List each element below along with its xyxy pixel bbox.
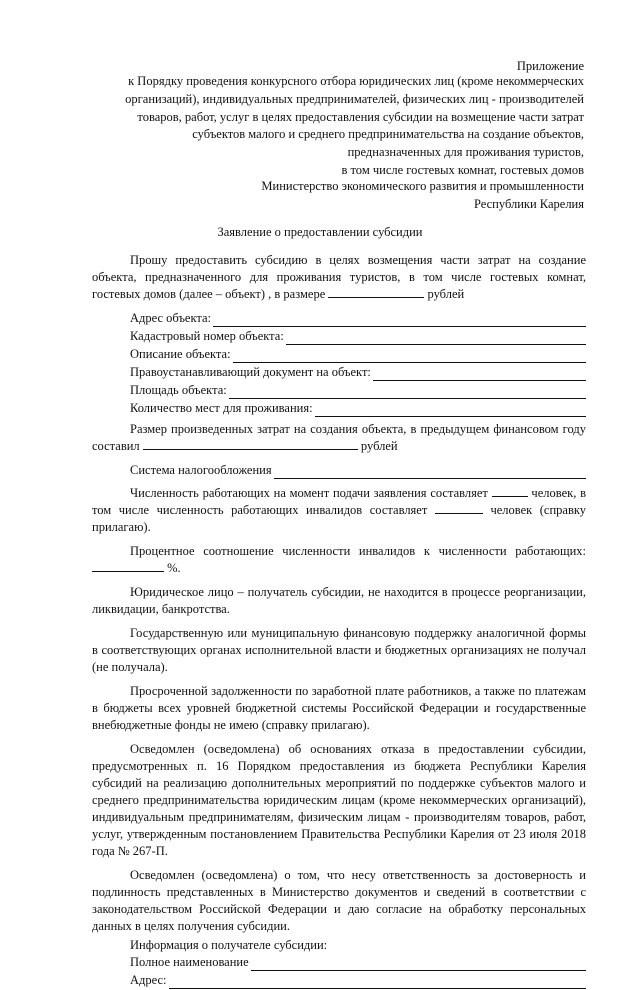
cadastral-number-blank[interactable] (286, 332, 586, 345)
field-object-area: Площадь объекта: (130, 382, 586, 399)
title-document-blank[interactable] (373, 368, 586, 381)
ratio-blank[interactable] (92, 560, 164, 572)
appendix-line: субъектов малого и среднего предпринимательства на создание объектов, (192, 127, 584, 142)
field-object-address: Адрес объекта: (130, 310, 586, 327)
appendix-label: Приложение (516, 59, 584, 73)
object-address-blank[interactable] (213, 314, 586, 327)
object-area-blank[interactable] (229, 386, 586, 399)
ratio-paragraph: Процентное соотношение численности инвалидов к численности работающих: %. (92, 543, 586, 577)
statement-paragraph: Просроченной задолженности по заработной плате работников, а также по платежам в бюджеты всех уровней бюджетной системы Российской Федерации и государственные внебюджетные фонды не имею (справку прилагаю). (92, 684, 586, 732)
addressee-line: Республики Карелия (473, 196, 584, 211)
tax-system-blank[interactable] (274, 466, 586, 479)
staff-count-blank[interactable] (492, 485, 528, 497)
appendix-line: товаров, работ, услуг в целях предоставления субсидии на возмещение части затрат (137, 109, 584, 124)
statement-paragraph: Осведомлен (осведомлена) об основаниях отказа в предоставлении субсидии, предусмотренных п. 16 Порядком предоставления из бюджета Республики Карелия субсидий на реализацию дополнительных мероприятий по поддержке субъектов малого и среднего предпринимательства юридическим лицам (кроме некоммерческих организаций), индивидуальным предпринимателям, физическим лицам - производителям товаров, работ, услуг, утвержденным постановлением Правительства Республики Карелия от 23 июля 2018 года № 267-П. (92, 742, 586, 858)
field-title-document: Правоустанавливающий документ на объект: (130, 364, 586, 381)
appendix-line: организаций), индивидуальных предпринимателей, физических лиц - производителей (125, 91, 584, 106)
addressee (80, 178, 584, 214)
field-recipient-address: Адрес: (130, 972, 586, 989)
costs-blank[interactable] (143, 438, 358, 450)
field-places-count: Количество мест для проживания: (130, 400, 586, 417)
full-name-blank[interactable] (251, 958, 586, 971)
appendix-line: в том числе гостевых комнат, гостевых домов (341, 162, 584, 177)
statement-paragraph: Осведомлен (осведомлена) о том, что несу ответственность за достоверность и подлинность представленных в Министерство документов и сведений в соответствии с законодательством Российской Федерации и даю согласие на обработку персональных данных в целях получения субсидии. (92, 868, 586, 933)
field-tax-system: Система налогообложения (130, 462, 586, 479)
statement-paragraph: Государственную или муниципальную финансовую поддержку аналогичной формы в соответствующих органах исполнительной власти и бюджетных организациях не получал (не получала). (92, 626, 586, 674)
addressee-line: Министерство экономического развития и промышленности (261, 179, 584, 193)
field-object-description: Описание объекта: (130, 346, 586, 363)
appendix-line: предназначенных для проживания туристов, (347, 145, 584, 159)
amount-blank[interactable] (328, 286, 424, 298)
request-paragraph: Прошу предоставить субсидию в целях возмещения части затрат на создание объекта, предназначенного для проживания туристов, в том числе гостевых комнат, гостевых домов (далее – объект) , в размере рублей (92, 253, 586, 301)
statement-paragraph: Юридическое лицо – получатель субсидии, не находится в процессе реорганизации, ликвидации, банкротства. (92, 585, 586, 616)
appendix-line: к Порядку проведения конкурсного отбора юридических лиц (кроме некоммерческих (128, 74, 584, 88)
appendix-reference (80, 73, 584, 180)
disabled-count-blank[interactable] (435, 502, 483, 514)
places-count-blank[interactable] (315, 404, 586, 417)
staff-paragraph: Численность работающих на момент подачи заявления составляет человек, в том числе численность работающих инвалидов составляет человек (справку прилагаю). (92, 486, 587, 534)
document-body (92, 252, 586, 990)
costs-paragraph: Размер произведенных затрат на создания объекта, в предыдущем финансовом году составил рублей (92, 422, 586, 453)
recipient-address-blank[interactable] (169, 976, 586, 989)
field-cadastral-number: Кадастровый номер объекта: (130, 328, 586, 345)
field-full-name: Полное наименование (130, 954, 586, 971)
object-description-blank[interactable] (233, 350, 586, 363)
document-title: Заявление о предоставлении субсидии (217, 225, 423, 239)
recipient-heading: Информация о получателе субсидии: (130, 938, 328, 952)
